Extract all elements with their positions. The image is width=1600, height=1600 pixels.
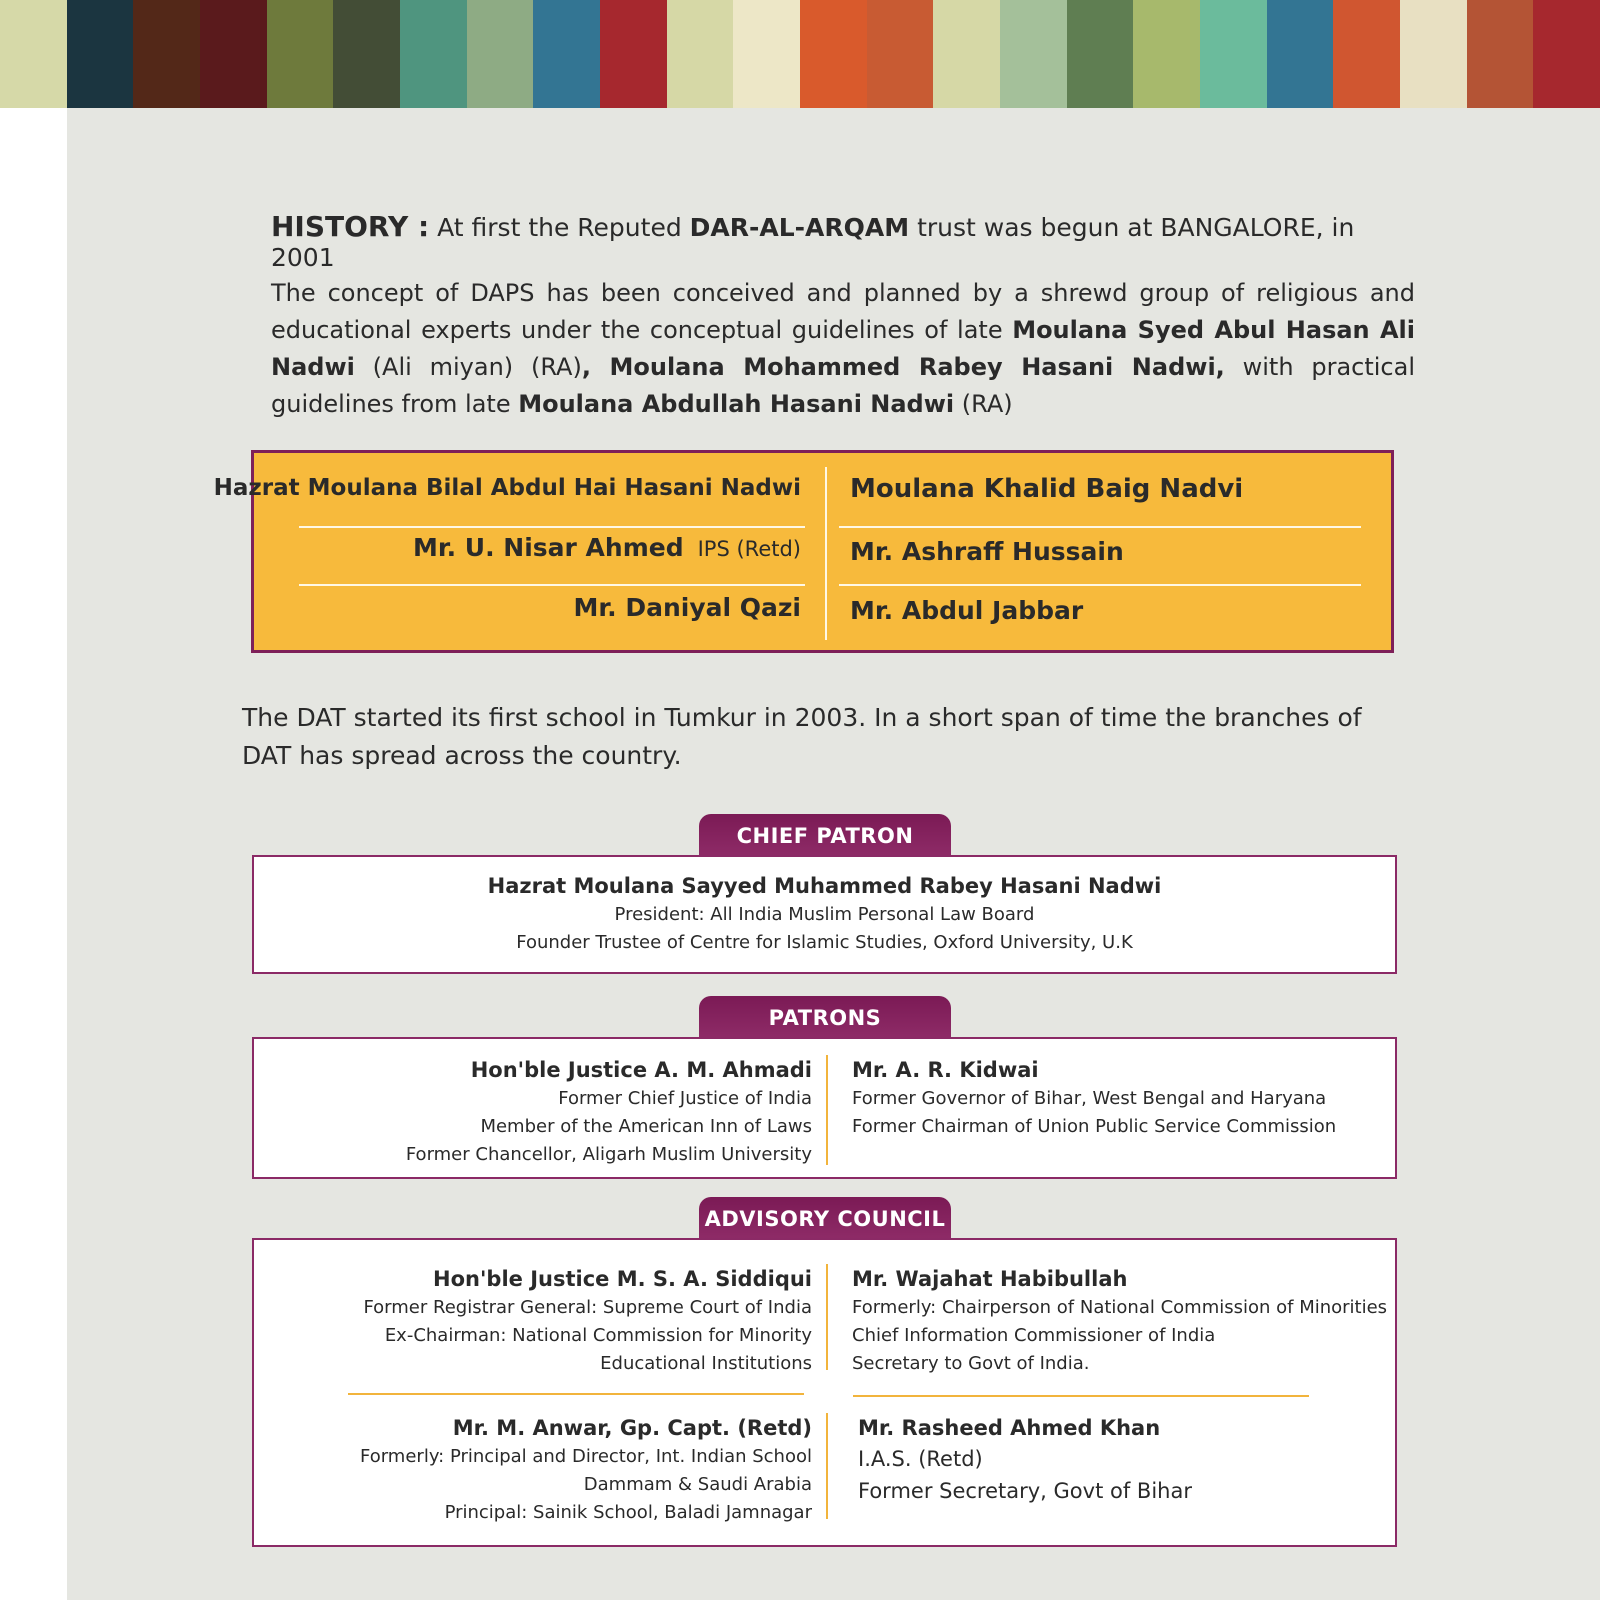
patron-line: Former Chairman of Union Public Service Commission — [852, 1116, 1337, 1137]
advisor-line: Chief Information Commissioner of India — [852, 1325, 1216, 1346]
header-stripe — [1533, 0, 1600, 108]
advisor-name: Mr. Rasheed Ahmed Khan — [858, 1416, 1161, 1440]
advisor-line: Formerly: Principal and Director, Int. Indian School — [360, 1446, 812, 1467]
chief-patron-line: Founder Trustee of Centre for Islamic Studies, Oxford University, U.K — [516, 932, 1133, 953]
advisor-name: Mr. Wajahat Habibullah — [852, 1267, 1128, 1291]
advisor-top-left — [363, 1264, 812, 1378]
advisor-line: Ex-Chairman: National Commission for Minority — [384, 1325, 812, 1346]
dat-paragraph: The DAT started its first school in Tumkur in 2003. In a short span of time the branches of DAT has spread across the country. — [242, 703, 1362, 770]
advisor-line: Former Registrar General: Supreme Court of India — [363, 1297, 812, 1318]
header-stripe — [867, 0, 934, 108]
concept-text-2: (Ali miyan) (RA) — [354, 353, 582, 381]
advisor-line: Former Secretary, Govt of Bihar — [858, 1479, 1192, 1503]
trustees-divider — [299, 526, 805, 528]
concept-text-3: with practical guidelines from late — [271, 353, 1416, 418]
trust-name: DAR-AL-ARQAM — [689, 213, 910, 242]
patron-right — [852, 1055, 1336, 1141]
chief-patron-line: President: All India Muslim Personal Law Board — [614, 904, 1035, 925]
trustee-name: Moulana Khalid Baig Nadvi — [850, 474, 1244, 504]
patron-name: Mr. A. R. Kidwai — [852, 1058, 1039, 1082]
patron-line: Former Chief Justice of India — [558, 1088, 812, 1109]
advisor-line: Dammam & Saudi Arabia — [583, 1474, 812, 1495]
advisory-divider — [826, 1413, 828, 1519]
concept-name-1: Moulana Syed Abul Hasan Ali Nadwi — [271, 316, 1415, 381]
header-stripe — [533, 0, 600, 108]
advisor-name: Mr. M. Anwar, Gp. Capt. (Retd) — [452, 1416, 812, 1440]
advisor-line: Formerly: Chairperson of National Commission of Minorities — [852, 1297, 1388, 1318]
header-stripe — [800, 0, 867, 108]
header-stripe — [1400, 0, 1467, 108]
header-stripe — [133, 0, 200, 108]
advisor-line: I.A.S. (Retd) — [858, 1447, 983, 1471]
header-stripe — [1333, 0, 1400, 108]
advisor-line: Principal: Sainik School, Baladi Jamnagar — [444, 1502, 812, 1523]
chief-patron-tab: CHIEF PATRON — [699, 814, 951, 856]
trustees-divider-vertical — [825, 467, 827, 640]
advisory-council-box — [252, 1238, 1397, 1547]
trustees-divider — [839, 584, 1361, 586]
header-stripe — [200, 0, 267, 108]
advisor-name: Hon'ble Justice M. S. A. Siddiqui — [433, 1267, 812, 1291]
header-stripe — [1133, 0, 1200, 108]
history-text-before: At first the Reputed — [429, 213, 690, 242]
patrons-box — [252, 1037, 1397, 1179]
header-stripe — [400, 0, 467, 108]
chief-patron-box — [252, 855, 1397, 974]
advisory-divider — [348, 1393, 804, 1395]
header-stripe — [1200, 0, 1267, 108]
trustees-divider — [299, 584, 805, 586]
trustees-box — [213, 450, 1394, 653]
advisory-divider — [853, 1395, 1309, 1397]
concept-name-3: Moulana Abdullah Hasani Nadwi — [518, 390, 955, 418]
patron-line: Former Governor of Bihar, West Bengal and Haryana — [852, 1088, 1327, 1109]
history-line — [271, 210, 1415, 272]
header-stripe — [1000, 0, 1067, 108]
patron-line: Former Chancellor, Aligarh Muslim University — [405, 1144, 812, 1165]
patron-name: Hon'ble Justice A. M. Ahmadi — [470, 1058, 812, 1082]
trustee-suffix: IPS (Retd) — [697, 537, 801, 561]
advisor-bottom-left — [360, 1413, 812, 1527]
patrons-divider — [826, 1055, 828, 1165]
header-stripe — [1067, 0, 1134, 108]
chief-patron-name: Hazrat Moulana Sayyed Muhammed Rabey Hasani Nadwi — [487, 874, 1162, 898]
trustee-name: Mr. Ashraff Hussain — [850, 537, 1124, 566]
advisory-divider — [826, 1264, 828, 1370]
advisor-line: Educational Institutions — [600, 1353, 812, 1374]
header-stripe — [933, 0, 1000, 108]
trustee-name: Mr. Abdul Jabbar — [850, 596, 1084, 625]
history-label: HISTORY : — [271, 210, 430, 243]
header-stripe — [467, 0, 534, 108]
history-text-after: trust was begun at BANGALORE, in 2001 — [271, 213, 1355, 272]
concept-name-2: , Moulana Mohammed Rabey Hasani Nadwi, — [581, 353, 1225, 381]
header-stripe — [733, 0, 800, 108]
patrons-tab: PATRONS — [699, 996, 951, 1038]
patron-left — [406, 1055, 812, 1169]
advisor-line: Secretary to Govt of India. — [852, 1353, 1090, 1374]
trustee-name: Mr. Daniyal Qazi — [573, 593, 801, 622]
advisory-council-tab: ADVISORY COUNCIL — [699, 1197, 951, 1239]
trustee-name: Hazrat Moulana Bilal Abdul Hai Hasani Nadwi — [213, 475, 801, 501]
concept-text-4: (RA) — [954, 390, 1013, 418]
trustees-divider — [839, 526, 1361, 528]
header-stripe — [267, 0, 334, 108]
header-stripe — [667, 0, 734, 108]
advisor-top-right — [852, 1264, 1387, 1378]
header-stripe — [600, 0, 667, 108]
header-color-stripes — [0, 0, 1600, 108]
header-stripe — [1467, 0, 1534, 108]
trustee-name: Mr. U. Nisar Ahmed IPS (Retd) — [412, 533, 801, 562]
header-stripe — [1267, 0, 1334, 108]
concept-paragraph — [271, 275, 1415, 423]
header-stripe — [333, 0, 400, 108]
concept-text-1: The concept of DAPS has been conceived and planned by a shrewd group of religious and educational experts under the conceptual guidelines of late — [271, 279, 1415, 344]
header-stripe — [67, 0, 134, 108]
advisor-bottom-right — [858, 1413, 1192, 1507]
patron-line: Member of the American Inn of Laws — [480, 1116, 812, 1137]
header-stripe — [0, 0, 67, 108]
